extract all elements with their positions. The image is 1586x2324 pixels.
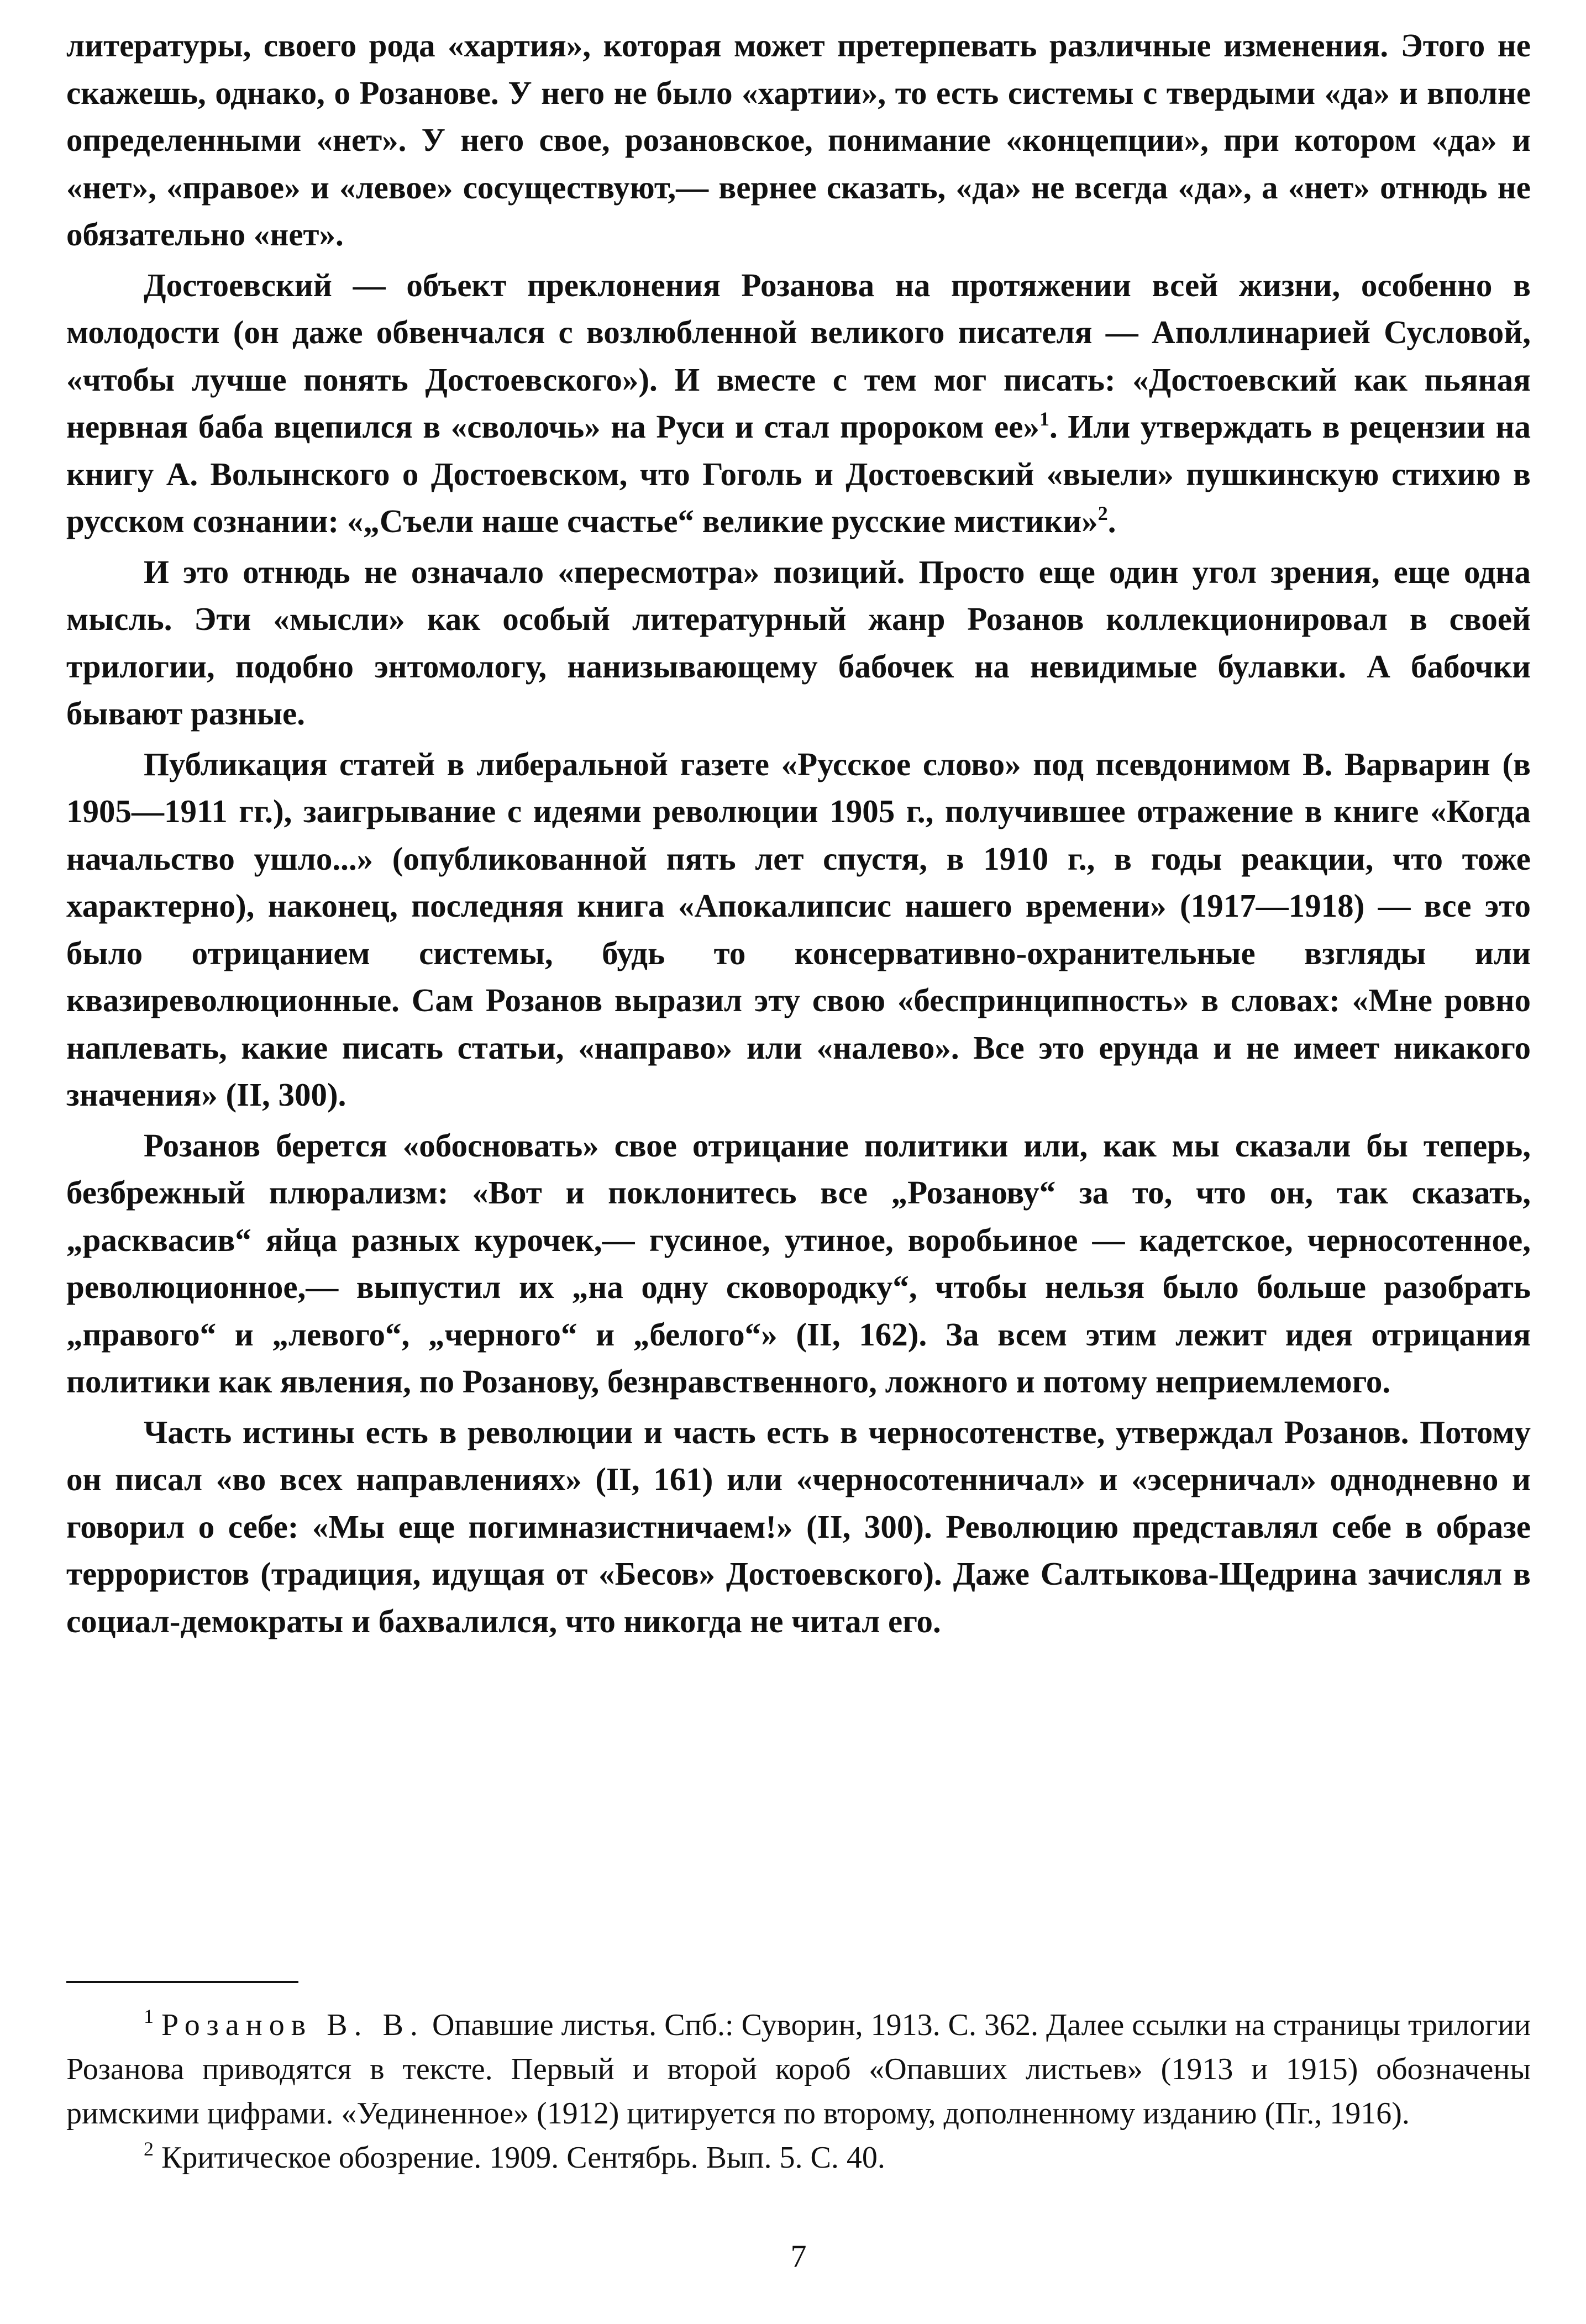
footnotes [66,2003,1531,2180]
book-page [66,22,1531,2299]
footnote-ref: 2 [1097,502,1108,524]
footnote [66,2136,1531,2180]
body-paragraph [66,262,1531,545]
paragraph-text: . Или утверждать в рецензии на книгу А. Волынского о Достоевском, что Гоголь и Достоевский «выели» пушкинскую стихию в русском сознании: «„Съели наше счастье“ великие русские мистики» [66,408,1531,539]
footnote-divider [66,1981,298,1983]
paragraph-text: Достоевский — объект преклонения Розанова на протяжении всей жизни, особенно в молодости (он даже обвенчался с возлюбленной великого писателя — Аполлинарией Сусловой, «чтобы лучше понять Достоевского»). И вместе с тем мог писать: «Достоевский как пьяная нервная баба вцепился в «сволочь» на Руси и стал пророком ее» [66,266,1531,445]
footnote [66,2003,1531,2136]
footnote-number: 2 [144,2138,154,2160]
body-paragraph: Часть истины есть в революции и часть есть в черносотенстве, утверждал Розанов. Потому он писал «во всех направлениях» (II, 161) или «черносотенничал» и «эсерничал» однодневно и говорил о себе: «Мы еще погимназистничаем!» (II, 300). Революцию представлял себе в образе террористов (традиция, идущая от «Бесов» Достоевского). Даже Салтыкова-Щедрина зачислял в социал-демократы и бахвалился, что никогда не читал его. [66,1413,1531,1639]
footnote-ref: 1 [1039,408,1049,430]
body-paragraph: литературы, своего рода «хартия», которая может претерпевать различные изменения. Этого не скажешь, однако, о Розанове. У него не было «хартии», то есть системы с твердыми «да» и вполне определенными «нет». У него свое, розановское, понимание «концепции», при котором «да» и «нет», «правое» и «левое» сосуществуют,— вернее сказать, «да» не всегда «да», а «нет» отнюдь не обязательно «нет». [66,27,1531,253]
footnote-number: 1 [144,2005,154,2027]
page-number: 7 [790,2238,807,2274]
footnote-text: Опавшие листья. Спб.: Суворин, 1913. С. 362. Далее ссылки на страницы трилогии Розанова приводятся в тексте. Первый и второй короб «Опавших листьев» (1913 и 1915) обозначены римскими цифрами. «Уединенное» (1912) цитируется по второму, дополненному изданию (Пг., 1916). [66,2008,1531,2131]
body-paragraph: Публикация статей в либеральной газете «Русское слово» под псевдонимом В. Варварин (в 1905—1911 гг.), заигрывание с идеями революции 1905 г., получившее отражение в книге «Когда начальство ушло...» (опубликованной пять лет спустя, в 1910 г., в годы реакции, что тоже характерно), наконец, последняя книга «Апокалипсис нашего времени» (1917—1918) — все это было отрицанием системы, будь то консервативно-охранительные взгляды или квазиреволюционные. Сам Розанов выразил эту свою «беспринципность» в словах: «Мне ровно наплевать, какие писать статьи, «направо» или «налево». Все это ерунда и не имеет никакого значения» (II, 300). [66,745,1531,1113]
body-paragraph: Розанов берется «обосновать» свое отрицание политики или, как мы сказали бы теперь, безбрежный плюрализм: «Вот и поклонитесь все „Розанову“ за то, что он, так сказать, „расквасив“ яйца разных курочек,— гусиное, утиное, воробьиное — кадетское, черносотенное, революционное,— выпустил их „на одну сковородку“, чтобы нельзя было больше разобрать „правого“ и „левого“, „черного“ и „белого“» (II, 162). За всем этим лежит идея отрицания политики как явления, по Розанову, безнравственного, ложного и потому неприемлемого. [66,1127,1531,1400]
body-paragraph: И это отнюдь не означало «пересмотра» позиций. Просто еще один угол зрения, еще одна мысль. Эти «мысли» как особый литературный жанр Розанов коллекционировал в своей трилогии, подобно энтомологу, нанизывающему бабочек на невидимые булавки. А бабочки бывают разные. [66,553,1531,732]
paragraph-text: . [1107,503,1116,539]
footnote-text: Критическое обозрение. 1909. Сентябрь. Вып. 5. С. 40. [154,2141,885,2175]
footnote-author: Розанов В. В. [161,2008,424,2042]
